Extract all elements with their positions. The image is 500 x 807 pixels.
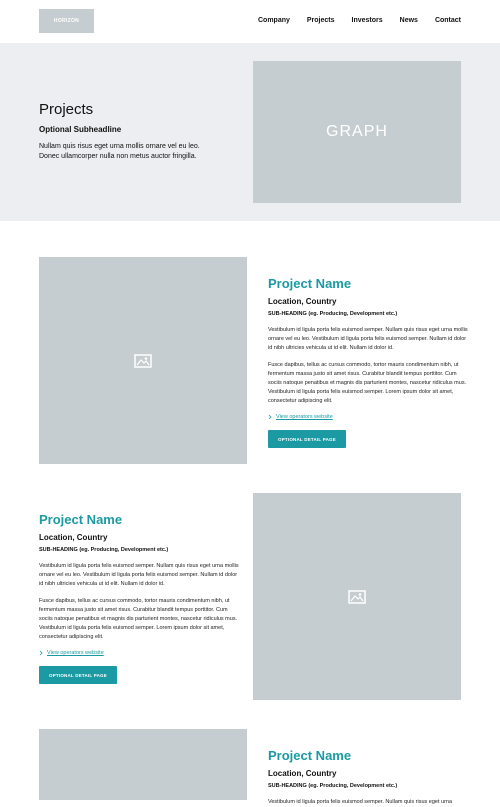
nav-news[interactable]: News bbox=[399, 17, 418, 24]
nav-investors[interactable]: Investors bbox=[351, 17, 383, 24]
project-subheading: SUB-HEADING (eg. Producing, Development etc.) bbox=[268, 783, 398, 789]
nav-contact[interactable]: Contact bbox=[434, 17, 461, 24]
operators-website-link[interactable] bbox=[268, 414, 468, 420]
site-logo[interactable]: HORIZON bbox=[39, 9, 94, 33]
project-card-3 bbox=[268, 748, 468, 807]
nav-projects[interactable]: Projects bbox=[306, 17, 335, 24]
project-image-3 bbox=[39, 729, 247, 800]
chevron-right-icon bbox=[39, 650, 43, 656]
project-name: Project Name bbox=[268, 748, 352, 763]
nav-company[interactable]: Company bbox=[257, 17, 290, 24]
project-paragraph-2: Fusce dapibus, tellus ac cursus commodo, tortor mauris condimentum nibh, ut fermentum massa justo sit amet risus. Curabitur blandit tempus porttitor. Cum sociis natoque penatibus et magnis dis parturient montes, nascetur ridiculus mus. Vestibulum id ligula porta felis euismod semper. Lorem ipsum dolor sit amet, consectetur adipiscing elit. bbox=[39, 598, 238, 640]
detail-page-button[interactable]: OPTIONAL DETAIL PAGE bbox=[39, 666, 117, 684]
hero-text: Nullam quis risus eget urna mollis ornare vel eu leo. Donec ullamcorper nulla non metus auctor fringilla. bbox=[39, 143, 200, 160]
detail-page-button[interactable]: OPTIONAL DETAIL PAGE bbox=[268, 430, 346, 448]
operators-website-link[interactable] bbox=[39, 650, 239, 656]
project-card-1 bbox=[268, 276, 468, 448]
site-header bbox=[0, 0, 500, 43]
project-name: Project Name bbox=[268, 276, 352, 291]
project-paragraph-1: Vestibulum id ligula porta felis euismod semper. Nullam quis risus eget urna bbox=[268, 799, 453, 805]
operators-website-label: View operators website bbox=[47, 650, 104, 656]
main-nav bbox=[258, 16, 461, 26]
chevron-right-icon bbox=[268, 414, 272, 420]
project-card-2 bbox=[39, 512, 239, 684]
project-subheading: SUB-HEADING (eg. Producing, Development etc.) bbox=[268, 311, 398, 317]
graph-placeholder bbox=[253, 61, 461, 203]
page-title: Projects bbox=[39, 101, 94, 118]
project-location: Location, Country bbox=[39, 533, 108, 542]
hero-subheadline: Optional Subheadline bbox=[39, 125, 122, 134]
project-paragraph-1: Vestibulum id ligula porta felis euismod semper. Nullam quis risus eget urna mollis ornare vel eu leo. Vestibulum id ligula porta felis euismod semper. Nullam id dolor id nibh ultricies vehicula ut id elit. Nullam id dolor id. bbox=[39, 563, 239, 587]
project-paragraph-1: Vestibulum id ligula porta felis euismod semper. Nullam quis risus eget urna mollis ornare vel eu leo. Vestibulum id ligula porta felis euismod semper. Nullam id dolor id nibh ultricies vehicula ut id elit. Nullam id dolor id. bbox=[268, 327, 468, 351]
graph-label: GRAPH bbox=[326, 123, 388, 140]
operators-website-label: View operators website bbox=[276, 414, 333, 420]
project-name: Project Name bbox=[39, 512, 123, 527]
project-location: Location, Country bbox=[268, 297, 337, 306]
project-paragraph-2: Fusce dapibus, tellus ac cursus commodo, tortor mauris condimentum nibh, ut fermentum massa justo sit amet risus. Curabitur blandit tempus porttitor. Cum sociis natoque penatibus et magnis dis parturient montes, nascetur ridiculus mus. Vestibulum id ligula porta felis euismod semper. Lorem ipsum dolor sit amet, consectetur adipiscing elit. bbox=[268, 362, 467, 404]
project-subheading: SUB-HEADING (eg. Producing, Development etc.) bbox=[39, 547, 169, 553]
image-icon bbox=[348, 590, 366, 604]
project-image-1 bbox=[39, 257, 247, 464]
project-image-2 bbox=[253, 493, 461, 700]
project-location: Location, Country bbox=[268, 769, 337, 778]
image-icon bbox=[134, 354, 152, 368]
